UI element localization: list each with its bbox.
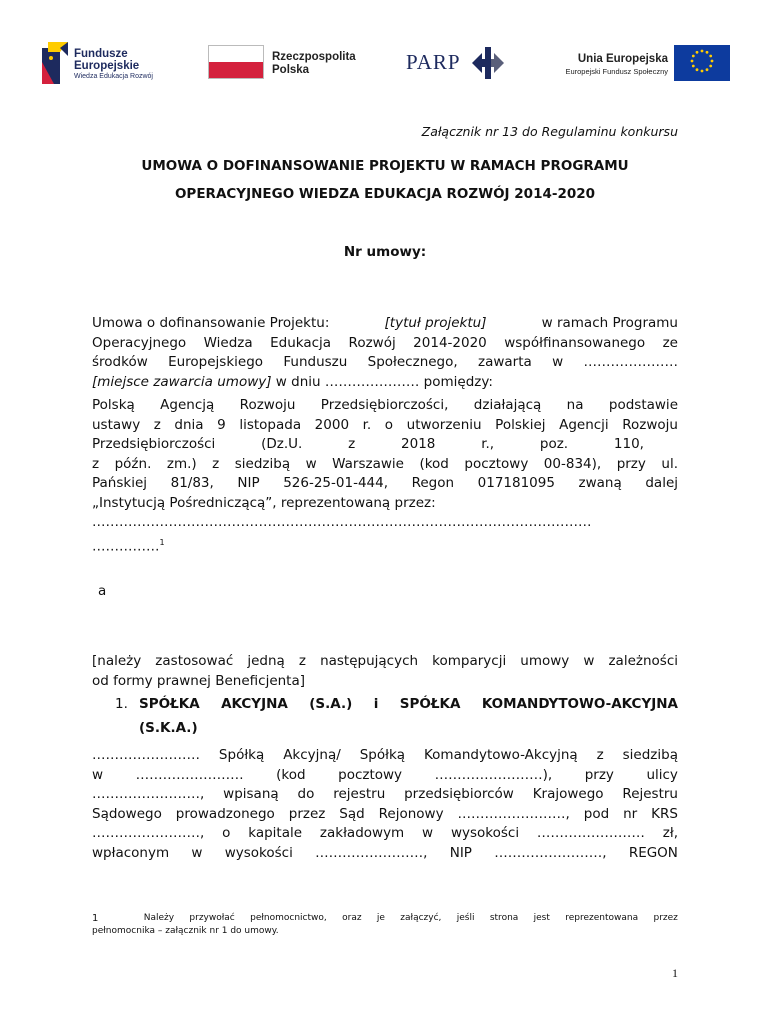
logo-rzeczpospolita-polska	[208, 40, 378, 88]
section1-line1-row	[115, 692, 678, 716]
logo-rp-line2: Polska	[272, 64, 310, 76]
company-line6-word: NIP	[449, 844, 472, 861]
parp-line3-word: poz.	[539, 436, 569, 452]
company-line4: Sądowego prowadzonego przez Sąd Rejonowy ……………………, pod nr KRS	[92, 805, 678, 822]
parp-line3-word: z	[348, 436, 356, 452]
section1-number: 1.	[115, 696, 128, 712]
footnote-reference[interactable]: 1	[159, 537, 165, 547]
parp-line8	[92, 533, 678, 557]
parp-line3-word: r.,	[481, 436, 495, 452]
parp-line5: Pańskiej 81/83, NIP 526-25-01-444, Regon 017181095 zwaną dalej	[92, 475, 678, 491]
title-line2: OPERACYJNEGO WIEDZA EDUKACJA ROZWÓJ 2014-2020	[174, 186, 596, 202]
intro-line1	[92, 314, 678, 334]
eu-flag-icon	[674, 45, 730, 81]
footnote-word: jest	[533, 913, 550, 923]
company-line2-word: ……………………),	[434, 766, 553, 783]
footnote-word: przywołać	[189, 913, 235, 923]
logo-fe-line3: Wiedza Edukacja Rozwój	[74, 73, 153, 80]
company-line2-word: pocztowy	[338, 766, 403, 783]
parp-line3-word: Przedsiębiorczości	[92, 436, 216, 452]
contract-number-label: Nr umowy:	[343, 244, 427, 260]
logo-parp	[406, 40, 516, 88]
footnote-line2: pełnomocnika – załącznik nr 1 do umowy.	[92, 926, 279, 936]
logo-fe-line2: Europejskie	[74, 60, 140, 72]
parp-line3-word: (Dz.U.	[261, 436, 303, 452]
footnote-word: pełnomocnictwo,	[250, 913, 327, 923]
company-line6-word: REGON	[628, 844, 678, 861]
parp-arrows-icon	[468, 46, 508, 80]
parp-line8-dots: ……………	[92, 538, 160, 554]
document-title	[92, 152, 678, 208]
parp-line4: z późn. zm.) z siedzibą w Warszawie (kod pocztowy 00-834), przy ul.	[92, 455, 678, 472]
parp-line2: ustawy z dnia 9 listopada 2000 r. o utworzeniu Polskiej Agencji Rozwoju	[92, 416, 678, 433]
footnote-line1	[92, 912, 678, 925]
polish-flag-icon	[208, 45, 264, 79]
logo-ue-line2: Europejski Fundusz Społeczny	[565, 67, 668, 76]
parp-line3	[92, 435, 678, 455]
footnote	[92, 912, 678, 938]
project-title-placeholder: [tytuł projektu]	[384, 315, 487, 331]
logo-rp-line1: Rzeczpospolita	[272, 51, 356, 63]
parp-line1: Polską Agencją Rozwoju Przedsiębiorczości, działającą na podstawie	[92, 397, 678, 413]
section1-line1: SPÓŁKA AKCYJNA (S.A.) i SPÓŁKA KOMANDYTOWO-AKCYJNA	[139, 696, 678, 712]
company-line3: ……………………, wpisaną do rejestru przedsiębiorców Krajowego Rejestru	[92, 786, 678, 802]
instruction-line1: [należy zastosować jedną z następujących komparycji umowy w zależności	[92, 653, 678, 669]
company-line6-word: ……………………,	[494, 844, 607, 861]
instruction-line2: od formy prawnej Beneficjenta]	[92, 672, 306, 689]
intro-line2: Operacyjnego Wiedza Edukacja Rozwój 2014-2020 współfinansowanego ze	[92, 334, 678, 351]
section1-heading	[115, 692, 678, 740]
intro-line4	[92, 373, 678, 393]
instruction-paragraph	[92, 652, 678, 691]
footnote-word: strona	[489, 913, 519, 923]
company-line2-word: przy	[584, 766, 614, 783]
footnote-word: jeśli	[456, 913, 475, 923]
footnote-word: je	[376, 913, 385, 923]
company-line6	[92, 844, 678, 864]
company-line2-word: ulicy	[646, 766, 678, 783]
footnote-word: Należy	[143, 913, 175, 923]
company-line2-word: ……………………	[135, 766, 244, 783]
company-line6-word: wysokości	[224, 844, 293, 861]
intro-line3: środków Europejskiego Funduszu Społecznego, zawarta w …………………	[92, 354, 678, 370]
company-line2-word: w	[92, 766, 104, 783]
logo-ue-line1: Unia Europejska	[577, 53, 668, 65]
parp-line3-word: 110,	[613, 436, 644, 452]
parp-line3-word: 2018	[401, 436, 436, 452]
logo-unia-europejska	[548, 40, 730, 88]
footnote-number: 1	[92, 913, 99, 924]
footnote-word: oraz	[342, 913, 362, 923]
company-line2	[92, 766, 678, 786]
intro-text-1a: Umowa o dofinansowanie Projektu:	[92, 315, 330, 331]
conjunction-a: a	[98, 583, 107, 599]
company-line6-word: wpłaconym	[92, 844, 170, 861]
parp-line7: …………………………………………………………………………………………………	[92, 514, 592, 530]
footnote-word: załączyć,	[400, 913, 442, 923]
intro-text-4b: w dniu ………………… pomiędzy:	[271, 373, 493, 390]
footnote-word: przez	[653, 913, 678, 923]
company-line5: ……………………, o kapitale zakładowym w wysokości …………………… zł,	[92, 825, 678, 841]
company-line2-word: (kod	[276, 766, 306, 783]
page-number: 1	[672, 966, 678, 980]
company-line1: …………………… Spółką Akcyjną/ Spółką Komandytowo-Akcyjną z siedzibą	[92, 747, 678, 763]
logo-fe-line1: Fundusze	[74, 48, 128, 60]
logo-fundusze-europejskie	[40, 40, 170, 88]
fundusze-europejskie-icon	[42, 42, 68, 84]
annex-reference: Załącznik nr 13 do Regulaminu konkursu	[421, 124, 678, 139]
header-logos	[40, 40, 730, 88]
logo-parp-text: PARP	[406, 50, 461, 74]
intro-paragraph	[92, 314, 678, 392]
parp-party-paragraph	[92, 396, 678, 557]
footnote-word: reprezentowana	[565, 913, 639, 923]
section1-line2: (S.K.A.)	[139, 720, 198, 736]
parp-line6: „Instytucją Pośredniczącą”, reprezentowaną przez:	[92, 494, 436, 511]
company-paragraph	[92, 746, 678, 863]
place-placeholder: [miejsce zawarcia umowy]	[92, 373, 272, 390]
title-line1: UMOWA O DOFINANSOWANIE PROJEKTU W RAMACH PROGRAMU	[141, 158, 629, 174]
company-line6-word: ……………………,	[315, 844, 428, 861]
intro-text-1c: w ramach Programu	[541, 315, 678, 331]
company-line6-word: w	[191, 844, 203, 861]
